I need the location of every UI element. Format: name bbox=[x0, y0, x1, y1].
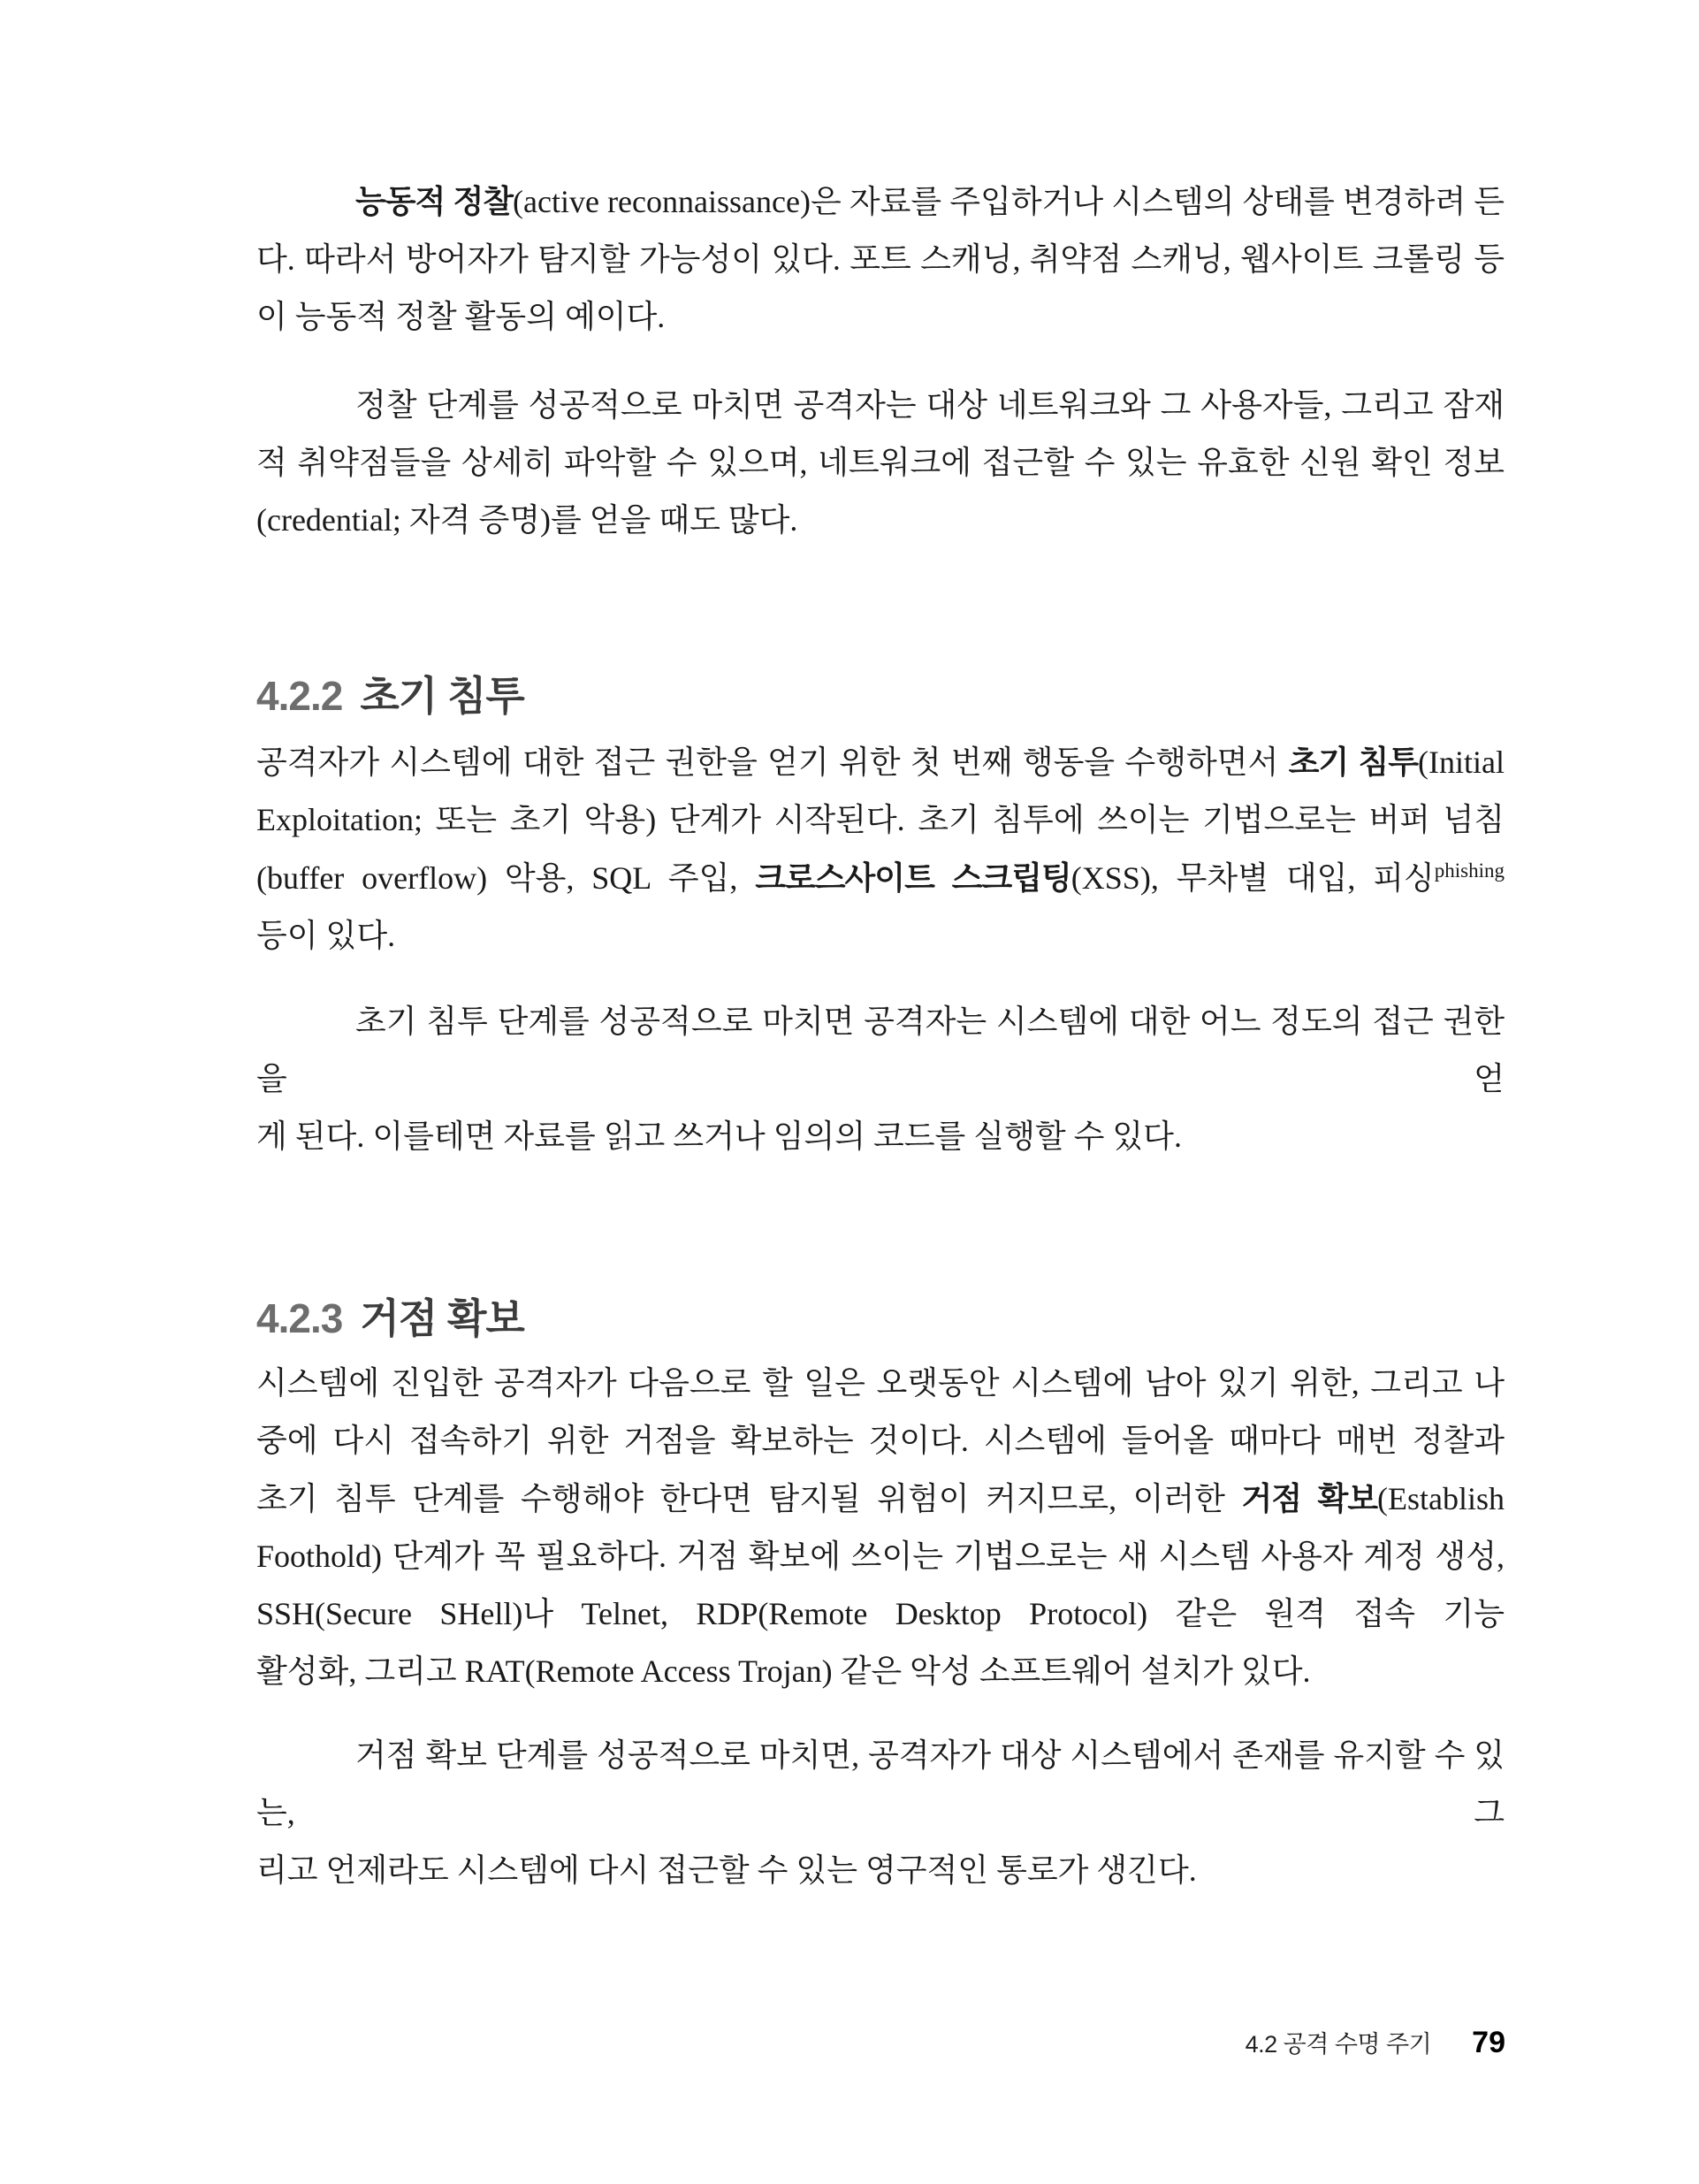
para-initial-exploitation bbox=[256, 733, 1505, 965]
text-run: SSH(Secure SHell)나 Telnet, RDP(Remote Desktop Protocol) 같은 원격 접속 기능 bbox=[256, 1596, 1505, 1631]
text-run: (active reconnaissance)은 자료를 주입하거나 시스템의 상태를 변경하려 든 bbox=[513, 184, 1505, 219]
section-number: 4.2.2 bbox=[256, 673, 343, 719]
text-run: 시스템에 진입한 공격자가 다음으로 할 일은 오랫동안 시스템에 남아 있기 위한, 그리고 나 bbox=[256, 1365, 1505, 1401]
section-4-2-2 bbox=[256, 670, 1505, 722]
text-line bbox=[256, 172, 1505, 231]
text-line bbox=[256, 288, 1505, 346]
para-active-recon bbox=[256, 172, 1505, 346]
text-run: (credential; 자격 증명)를 얻을 때도 많다. bbox=[256, 502, 798, 538]
text-line bbox=[256, 993, 1505, 1108]
section-title: 거점 확보 bbox=[360, 1295, 524, 1341]
footer-page-number: 79 bbox=[1472, 2026, 1505, 2059]
text-run: 게 된다. 이를테면 자료를 읽고 쓰거나 임의의 코드를 실행할 수 있다. bbox=[256, 1119, 1182, 1154]
text-line bbox=[256, 791, 1505, 849]
text-line bbox=[256, 1108, 1505, 1165]
text-line bbox=[256, 231, 1505, 288]
text-run: 초기 침투 단계를 수행해야 한다면 탐지될 위험이 커지므로, 이러한 bbox=[256, 1481, 1242, 1516]
text-run: 초기 침투 단계를 성공적으로 마치면 공격자는 시스템에 대한 어느 정도의 접근 권한을 얻 bbox=[256, 1004, 1505, 1096]
text-run: 거점 확보 단계를 성공적으로 마치면, 공격자가 대상 시스템에서 존재를 유지할 수 있는, 그 bbox=[256, 1737, 1505, 1830]
text-run: Foothold) 단계가 꼭 필요하다. 거점 확보에 쓰이는 기법으로는 새 시스템 사용자 계정 생성, bbox=[256, 1539, 1505, 1574]
section-number: 4.2.3 bbox=[256, 1295, 343, 1341]
para-recon-result bbox=[256, 377, 1505, 549]
footer-section-label: 4.2 공격 수명 주기 bbox=[1245, 2031, 1432, 2058]
text-line bbox=[256, 434, 1505, 492]
text-run: (buffer overflow) 악용, SQL 주입, bbox=[256, 860, 756, 896]
text-line bbox=[256, 1528, 1505, 1585]
superscript-term: phishing bbox=[1434, 859, 1505, 882]
text-run: 공격자가 시스템에 대한 접근 권한을 얻기 위한 첫 번째 행동을 수행하면서 bbox=[256, 745, 1289, 780]
keyword: 크로스사이트 스크립팅 bbox=[755, 859, 1071, 896]
text-run: (Initial bbox=[1418, 745, 1505, 780]
para-establish-foothold bbox=[256, 1355, 1505, 1700]
text-line bbox=[256, 1355, 1505, 1412]
text-line bbox=[256, 849, 1505, 907]
text-line bbox=[256, 1412, 1505, 1470]
keyword: 초기 침투 bbox=[1288, 744, 1419, 780]
text-line bbox=[256, 1727, 1505, 1842]
para-initial-result bbox=[256, 993, 1505, 1165]
page-footer bbox=[1246, 2025, 1505, 2060]
text-run: (XSS), 무차별 대입, 피싱 bbox=[1070, 860, 1435, 896]
text-run: Exploitation; 또는 초기 악용) 단계가 시작된다. 초기 침투에 쓰이는 기법으로는 버퍼 넘침 bbox=[256, 802, 1505, 837]
text-run: 리고 언제라도 시스템에 다시 접근할 수 있는 영구적인 통로가 생긴다. bbox=[256, 1852, 1197, 1888]
page-content bbox=[256, 0, 1505, 1899]
text-run: 정찰 단계를 성공적으로 마치면 공격자는 대상 네트워크와 그 사용자들, 그리고 잠재 bbox=[355, 387, 1505, 423]
text-line bbox=[256, 1470, 1505, 1528]
text-line bbox=[256, 1643, 1505, 1700]
section-title: 초기 침투 bbox=[360, 673, 524, 719]
keyword: 능동적 정찰 bbox=[355, 183, 514, 219]
text-run: 적 취약점들을 상세히 파악할 수 있으며, 네트워크에 접근할 수 있는 유효한 신원 확인 정보 bbox=[256, 445, 1505, 480]
text-line bbox=[256, 733, 1505, 791]
section-4-2-3 bbox=[256, 1293, 1505, 1344]
text-line bbox=[256, 1842, 1505, 1899]
text-line bbox=[256, 377, 1505, 434]
text-run: 중에 다시 접속하기 위한 거점을 확보하는 것이다. 시스템에 들어올 때마다 매번 정찰과 bbox=[256, 1423, 1505, 1458]
text-run: 활성화, 그리고 RAT(Remote Access Trojan) 같은 악성 소프트웨어 설치가 있다. bbox=[256, 1653, 1311, 1689]
text-run: (Establish bbox=[1377, 1481, 1505, 1516]
text-line bbox=[256, 492, 1505, 549]
text-line bbox=[256, 1585, 1505, 1643]
keyword: 거점 확보 bbox=[1241, 1480, 1378, 1516]
text-line bbox=[256, 907, 1505, 965]
text-run: 다. 따라서 방어자가 탐지할 가능성이 있다. 포트 스캐닝, 취약점 스캐닝, 웹사이트 크롤링 등 bbox=[256, 241, 1505, 277]
text-run: 이 능동적 정찰 활동의 예이다. bbox=[256, 299, 666, 334]
para-foothold-result bbox=[256, 1727, 1505, 1899]
text-run: 등이 있다. bbox=[256, 918, 396, 953]
